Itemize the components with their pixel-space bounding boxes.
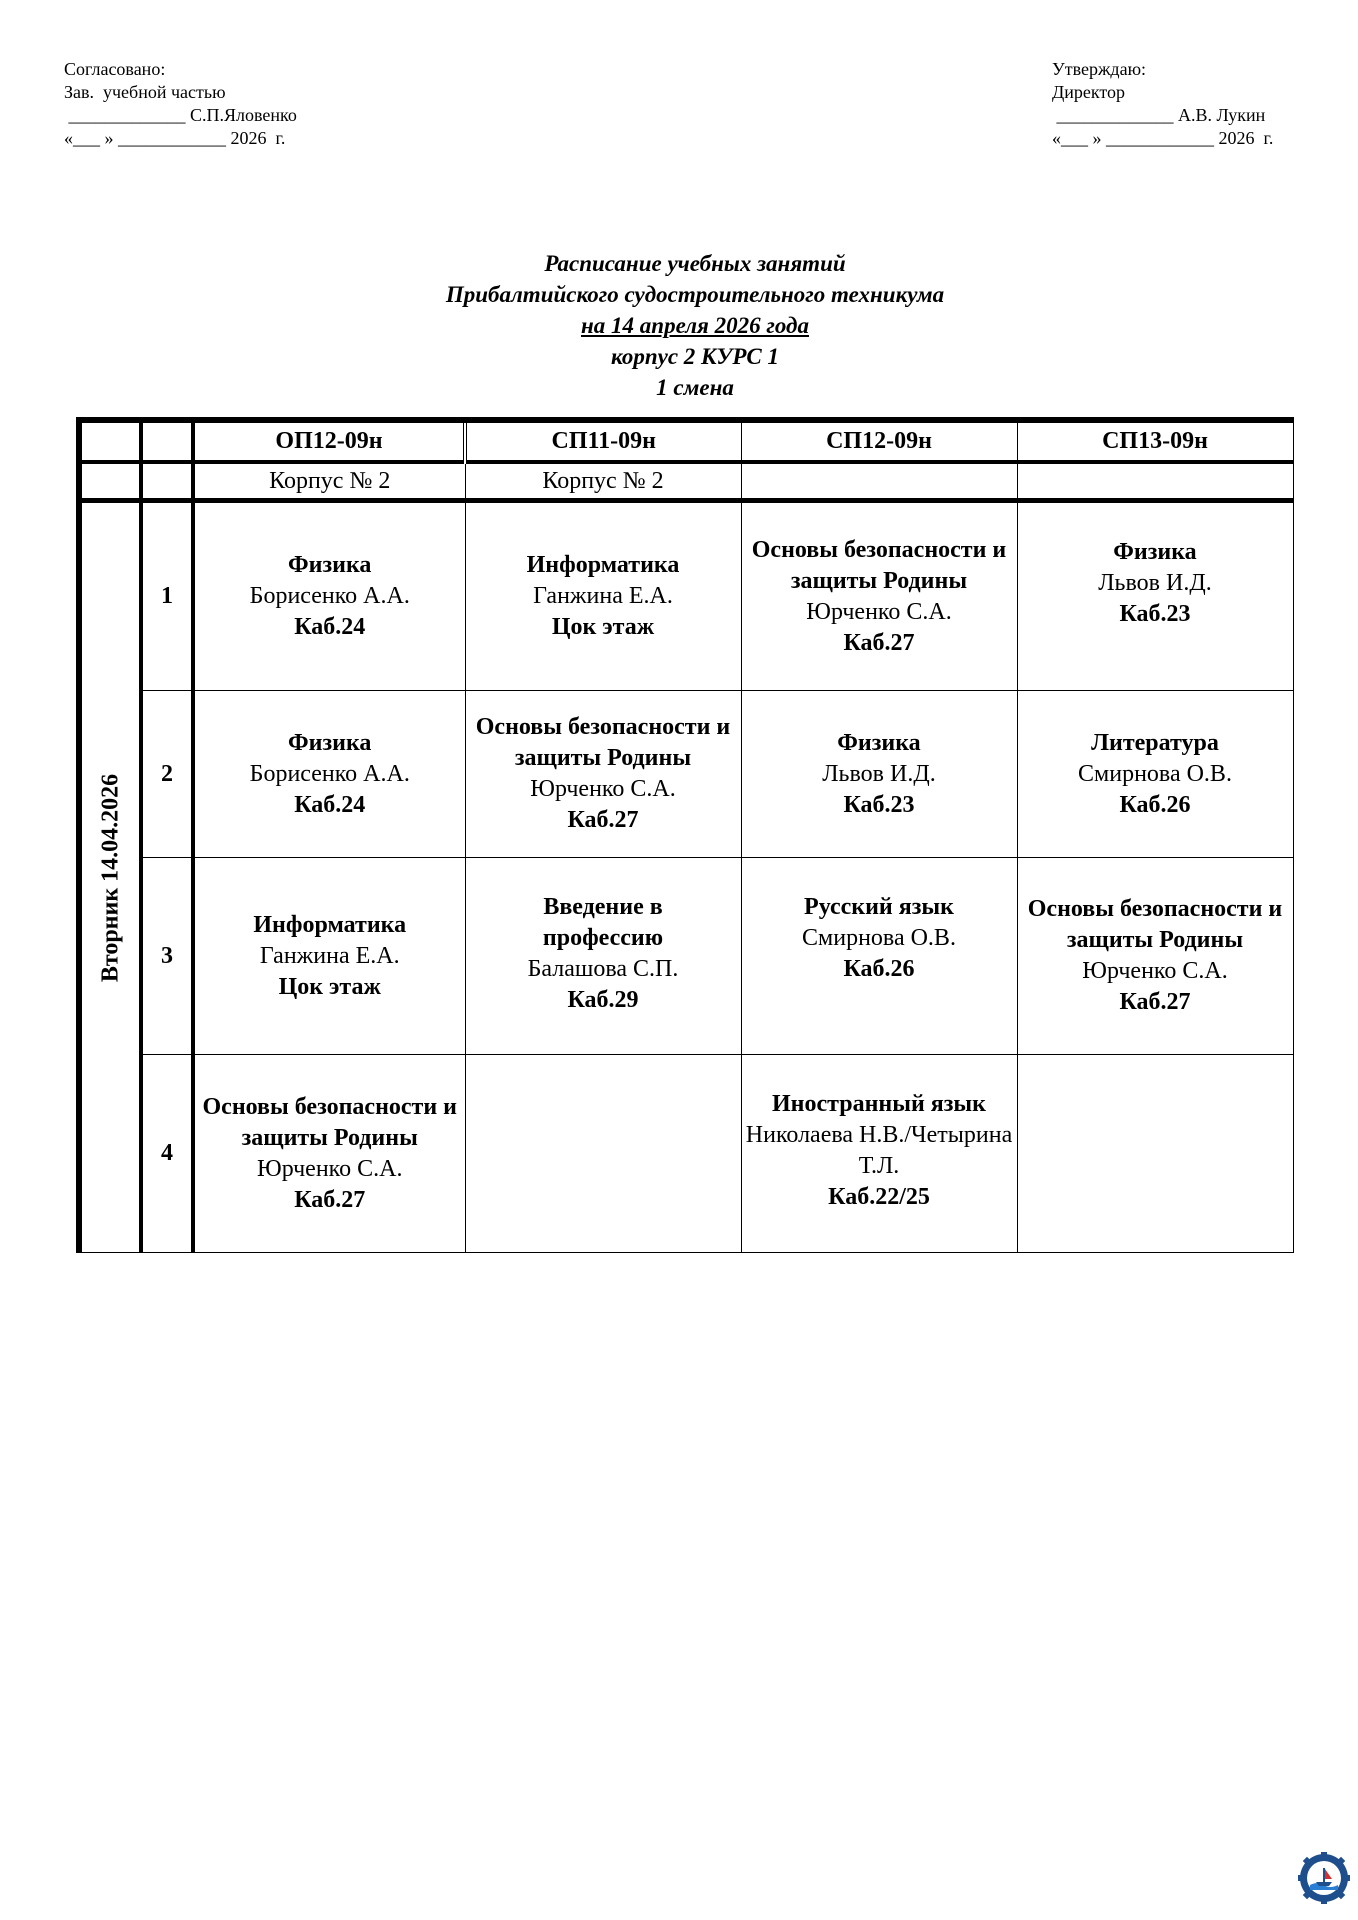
lesson-teacher: Смирнова О.В. [802, 925, 956, 951]
lesson-teacher: Ганжина Е.А. [259, 942, 400, 969]
lesson-room: Каб.27 [567, 807, 639, 833]
approval-right-position: Директор [1052, 82, 1126, 102]
lesson-room: Каб.27 [294, 1186, 366, 1213]
lesson-cell [1017, 691, 1293, 858]
group-header: СП11-09н [465, 420, 741, 462]
lesson-cell [465, 858, 741, 1055]
lesson-teacher: Юрченко С.А. [806, 598, 952, 625]
title-line-1: Расписание учебных занятий [544, 251, 846, 276]
lesson-room: Каб.29 [567, 987, 639, 1013]
lesson-cell [465, 501, 741, 691]
group-header-row [79, 420, 1293, 462]
lesson-subject: Информатика [526, 552, 680, 578]
lesson-room: Каб.23 [1119, 601, 1191, 627]
approval-left-position: Зав. учебной частью [64, 82, 226, 102]
lesson-cell [465, 1055, 741, 1253]
title-date: на 14 апреля 2026 года [581, 313, 809, 338]
lesson-room: Каб.27 [1119, 989, 1191, 1015]
lesson-cell [741, 1055, 1017, 1253]
lesson-teacher: Юрченко С.А. [1082, 958, 1228, 984]
day-cell [79, 501, 141, 1253]
lesson-subject: Иностранный язык [772, 1091, 986, 1117]
pair-number: 3 [141, 858, 193, 1055]
building-corner-pair [141, 462, 193, 501]
group-header: СП12-09н [741, 420, 1017, 462]
approval-right-heading: Утверждаю: [1052, 59, 1147, 79]
lesson-teacher: Юрченко С.А. [530, 776, 676, 802]
lesson-room: Каб.24 [294, 614, 366, 640]
day-label: Вторник 14.04.2026 [97, 773, 123, 982]
lesson-subject: Физика [288, 552, 372, 578]
pair-row [79, 1055, 1293, 1253]
lesson-subject: Физика [288, 729, 372, 756]
lesson-subject: Основы безопасности и защиты Родины [202, 1093, 457, 1151]
lesson-cell [465, 691, 741, 858]
lesson-cell [1017, 501, 1293, 691]
approval-left-heading: Согласовано: [64, 59, 166, 79]
lesson-subject: Физика [1113, 539, 1197, 565]
header-corner-day [79, 420, 141, 462]
pair-row [79, 501, 1293, 691]
lesson-subject: Информатика [253, 911, 407, 938]
lesson-subject: Основы безопасности и защиты Родины [475, 714, 731, 771]
building-corner-day [79, 462, 141, 501]
lesson-subject: Введение в профессию [542, 894, 664, 951]
approval-left-date: «___ » ____________ 2026 г. [64, 128, 286, 148]
building-cell [741, 462, 1017, 501]
lesson-cell [741, 691, 1017, 858]
lesson-teacher: Ганжина Е.А. [533, 583, 673, 609]
lesson-teacher: Борисенко А.А. [249, 583, 410, 609]
lesson-teacher: Балашова С.П. [527, 956, 679, 982]
lesson-teacher: Николаева Н.В./Четырина Т.Л. [745, 1122, 1013, 1179]
lesson-room: Каб.24 [294, 791, 366, 818]
lesson-cell [1017, 1055, 1293, 1253]
lesson-room: Каб.26 [1119, 791, 1191, 818]
lesson-subject: Русский язык [804, 894, 954, 920]
building-cell [1017, 462, 1293, 501]
lesson-room: Каб.22/25 [828, 1184, 930, 1210]
approval-left-signature: _____________ С.П.Яловенко [64, 105, 297, 125]
lesson-cell [1017, 858, 1293, 1055]
lesson-teacher: Львов И.Д. [822, 760, 936, 787]
building-cell: Корпус № 2 [465, 462, 741, 501]
lesson-cell [741, 858, 1017, 1055]
pair-number: 1 [141, 501, 193, 691]
approval-right-signature: _____________ А.В. Лукин [1052, 105, 1266, 125]
lesson-subject: Литература [1091, 729, 1219, 756]
title-line-2: Прибалтийского судостроительного техникума [445, 282, 945, 307]
lesson-room: Каб.27 [843, 629, 915, 656]
pair-number: 2 [141, 691, 193, 858]
lesson-cell [193, 691, 465, 858]
lesson-teacher: Смирнова О.В. [1078, 760, 1232, 787]
lesson-room: Каб.26 [843, 956, 915, 982]
group-header: ОП12-09н [193, 420, 465, 462]
schedule-table [76, 417, 1294, 1253]
lesson-cell [193, 501, 465, 691]
group-header: СП13-09н [1017, 420, 1293, 462]
approval-left-block [64, 58, 297, 150]
college-emblem-icon [1298, 1852, 1350, 1904]
pair-row [79, 858, 1293, 1055]
lesson-cell [193, 1055, 465, 1253]
lesson-room: Каб.23 [843, 791, 915, 818]
title-building-course: корпус 2 КУРС 1 [611, 344, 779, 369]
title-shift: 1 смена [656, 375, 734, 400]
pair-number: 4 [141, 1055, 193, 1253]
lesson-room: Цок этаж [551, 614, 655, 640]
building-cell: Корпус № 2 [193, 462, 465, 501]
pair-row [79, 691, 1293, 858]
document-title [0, 248, 1358, 403]
lesson-subject: Основы безопасности и защиты Родины [751, 536, 1007, 594]
lesson-cell [741, 501, 1017, 691]
lesson-subject: Физика [837, 729, 921, 756]
lesson-cell [193, 858, 465, 1055]
lesson-room: Цок этаж [278, 973, 381, 1000]
header-corner-pair [141, 420, 193, 462]
lesson-teacher: Юрченко С.А. [257, 1155, 403, 1182]
lesson-teacher: Борисенко А.А. [249, 760, 410, 787]
approval-right-block [1052, 58, 1273, 150]
lesson-teacher: Львов И.Д. [1098, 570, 1212, 596]
approval-right-date: «___ » ____________ 2026 г. [1052, 128, 1274, 148]
building-row [79, 462, 1293, 501]
lesson-subject: Основы безопасности и защиты Родины [1027, 896, 1283, 953]
